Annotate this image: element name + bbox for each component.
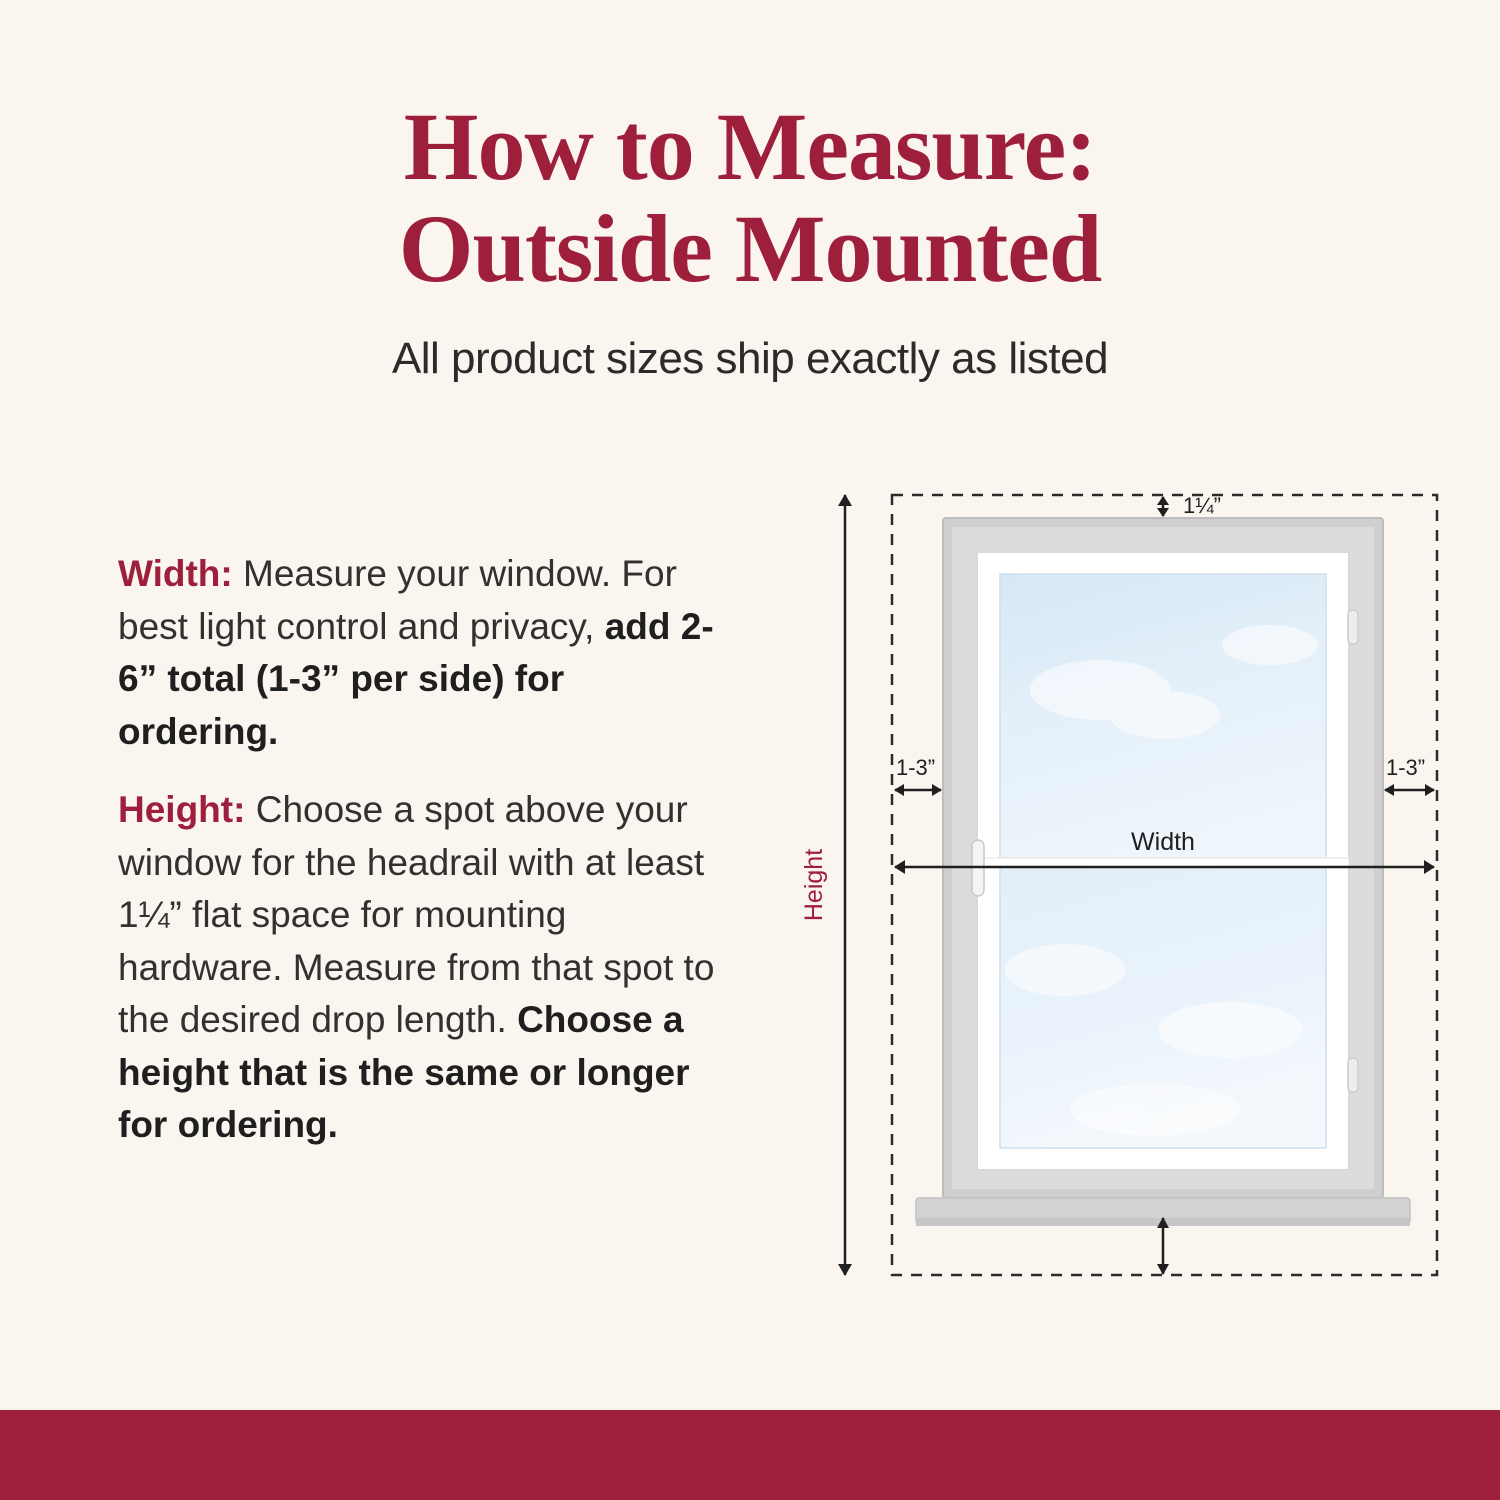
window-hinge-bottom — [1348, 1058, 1358, 1092]
page-title — [0, 93, 1500, 302]
top-gap-label: 1¼” — [1183, 493, 1221, 518]
bottom-accent-band — [0, 1410, 1500, 1500]
left-gap-label: 1-3” — [896, 755, 936, 780]
bottom-drop-dimension — [1157, 1217, 1169, 1275]
top-gap-dimension — [1157, 496, 1169, 517]
width-label: Width — [1131, 828, 1195, 856]
height-label: Height — [800, 848, 828, 922]
height-instruction-emphasis: Choose a height that is the same or longer for ordering. — [118, 999, 690, 1146]
left-gap-dimension — [894, 784, 942, 796]
page-title-line-1: How to Measure: — [403, 93, 1097, 200]
width-instruction-label: Width: — [118, 553, 233, 594]
height-instruction-text: Choose a spot above your window for the headrail with at least 1¼” flat space for mounting hardware. Measure from that spot to the desired drop length. — [118, 789, 715, 1041]
header — [0, 93, 1500, 384]
window-diagram — [800, 470, 1460, 1300]
right-gap-dimension — [1384, 784, 1435, 796]
height-instruction — [118, 784, 718, 1152]
width-instruction-emphasis: add 2-6” total (1-3” per side) for ordering. — [118, 605, 714, 752]
window-hinge-top — [1348, 610, 1358, 644]
right-gap-label: 1-3” — [1386, 755, 1426, 780]
instructions — [118, 548, 718, 1178]
width-instruction-text: Measure your window. For best light control and privacy, — [118, 553, 677, 647]
width-instruction — [118, 548, 718, 758]
height-instruction-label: Height: — [118, 789, 246, 831]
page-subtitle: All product sizes ship exactly as listed — [391, 333, 1109, 383]
page-title-line-2: Outside Mounted — [398, 194, 1102, 302]
height-dimension — [838, 494, 852, 1276]
